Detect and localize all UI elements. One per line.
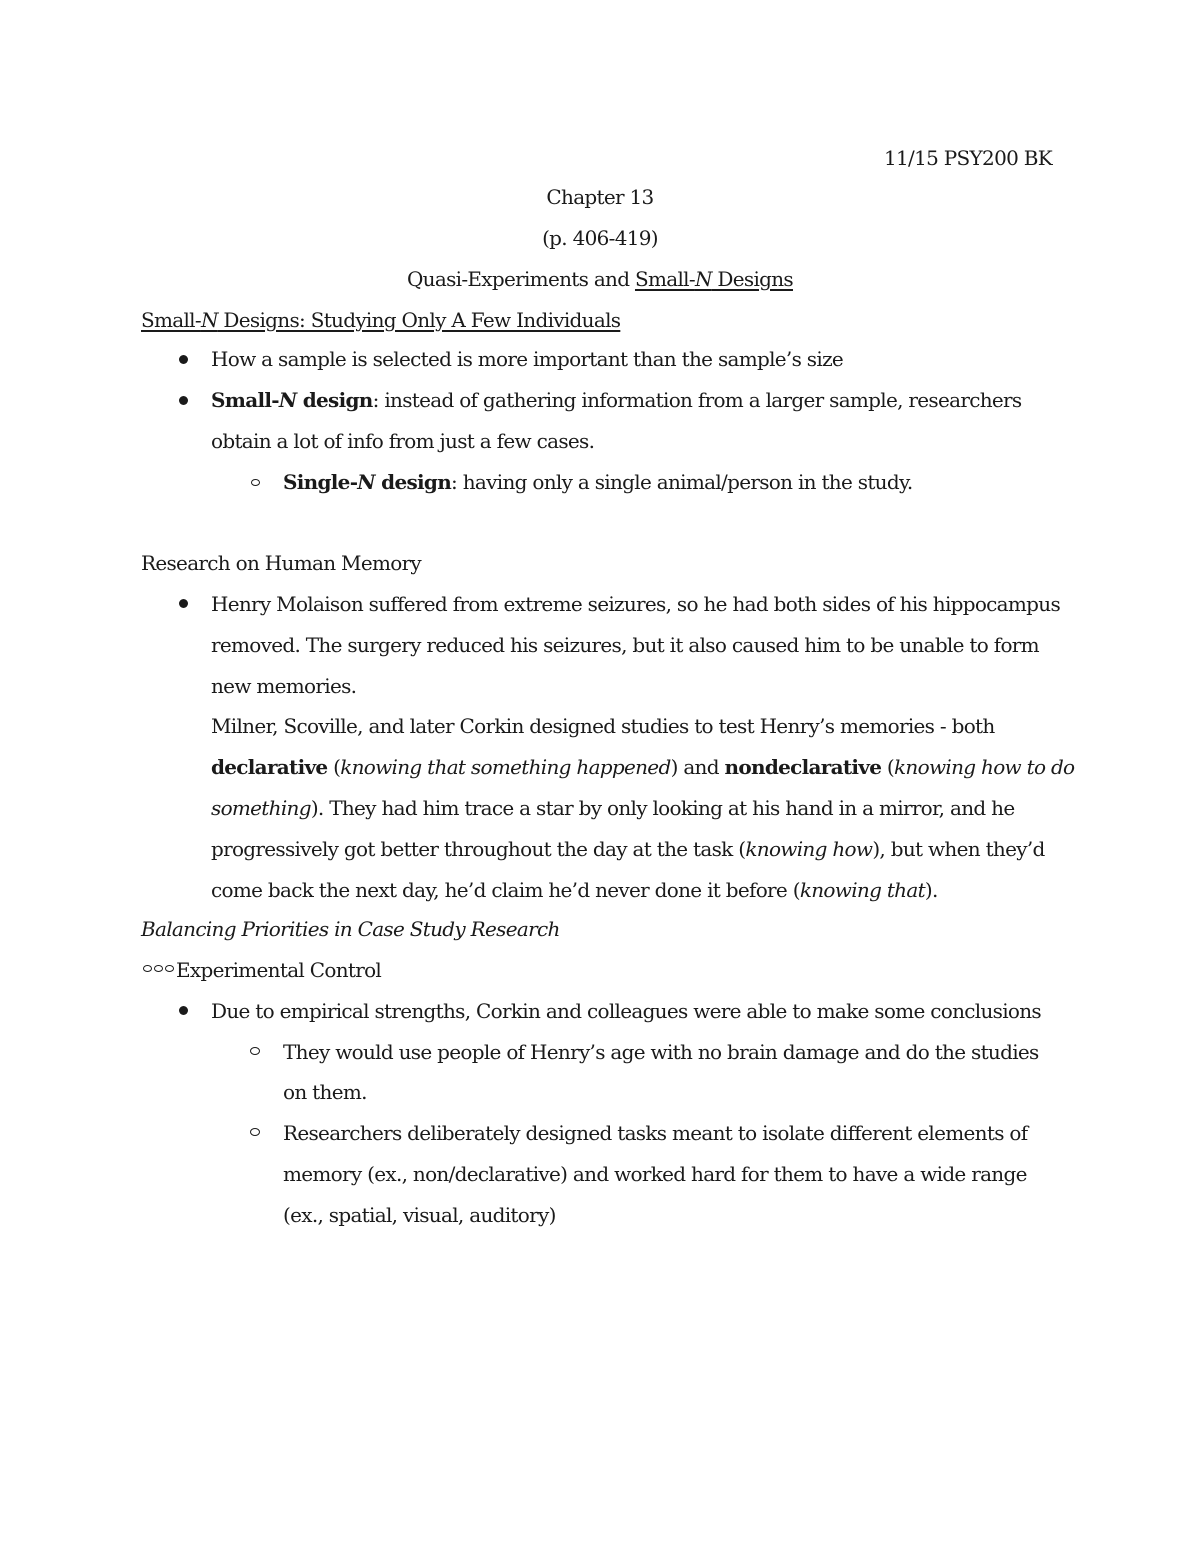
list-item-sample-selection: How a sample is selected is more important than the sample’s size [211,347,844,371]
paragraph-line: come back the next day, he’d claim he’d never done it before (knowing that). [211,878,938,902]
page-range: (p. 406-419) [542,226,658,250]
chapter-title: Chapter 13 [546,185,654,209]
list-item-designed-tasks-cont: (ex., spatial, visual, auditory) [283,1203,556,1227]
section-heading-human-memory: Research on Human Memory [141,551,422,575]
subheading-experimental-control: Experimental Control [176,958,382,982]
list-item-small-n-design-cont: obtain a lot of info from just a few cases. [211,429,595,453]
stray-circle [165,965,174,972]
list-item-designed-tasks: Researchers deliberately designed tasks meant to isolate different elements of [283,1121,1028,1145]
stray-circle [143,965,152,972]
paragraph-line: declarative (knowing that something happened) and nondeclarative (knowing how to do [211,755,1075,779]
section-heading-balancing-priorities: Balancing Priorities in Case Study Research [141,917,560,941]
paragraph-line: Henry Molaison suffered from extreme seizures, so he had both sides of his hippocampus [211,592,1061,616]
list-item-control-group: They would use people of Henry’s age with no brain damage and do the studies [283,1040,1039,1064]
bullet-dot [179,599,188,608]
bullet-dot [179,1006,188,1015]
sub-bullet-circle [250,1128,260,1136]
list-item-empirical-strengths: Due to empirical strengths, Corkin and colleagues were able to make some conclusions [211,999,1041,1023]
paragraph-line: removed. The surgery reduced his seizures, but it also caused him to be unable to form [211,633,1039,657]
bullet-dot [179,355,188,364]
list-item-single-n-design: Single-N design: having only a single animal/person in the study. [283,470,913,494]
list-item-designed-tasks-cont: memory (ex., non/declarative) and worked hard for them to have a wide range [283,1162,1027,1186]
paragraph-line: something). They had him trace a star by only looking at his hand in a mirror, and he [211,796,1015,820]
course-line: 11/15 PSY200 BK [884,146,1053,170]
list-item-control-group-cont: on them. [283,1080,367,1104]
sub-bullet-circle [250,1047,260,1055]
section-heading-small-n: Small-N Designs: Studying Only A Few Individuals [141,308,621,332]
paragraph-line: new memories. [211,674,357,698]
bullet-dot [179,396,188,405]
stray-circle [154,965,163,972]
list-item-small-n-design: Small-N design: instead of gathering information from a larger sample, researchers [211,388,1022,412]
paragraph-line: Milner, Scoville, and later Corkin designed studies to test Henry’s memories - both [211,714,995,738]
sub-bullet-circle [251,479,260,486]
document-title: Quasi-Experiments and Small-N Designs [406,267,793,291]
paragraph-line: progressively got better throughout the day at the task (knowing how), but when they’d [211,837,1045,861]
